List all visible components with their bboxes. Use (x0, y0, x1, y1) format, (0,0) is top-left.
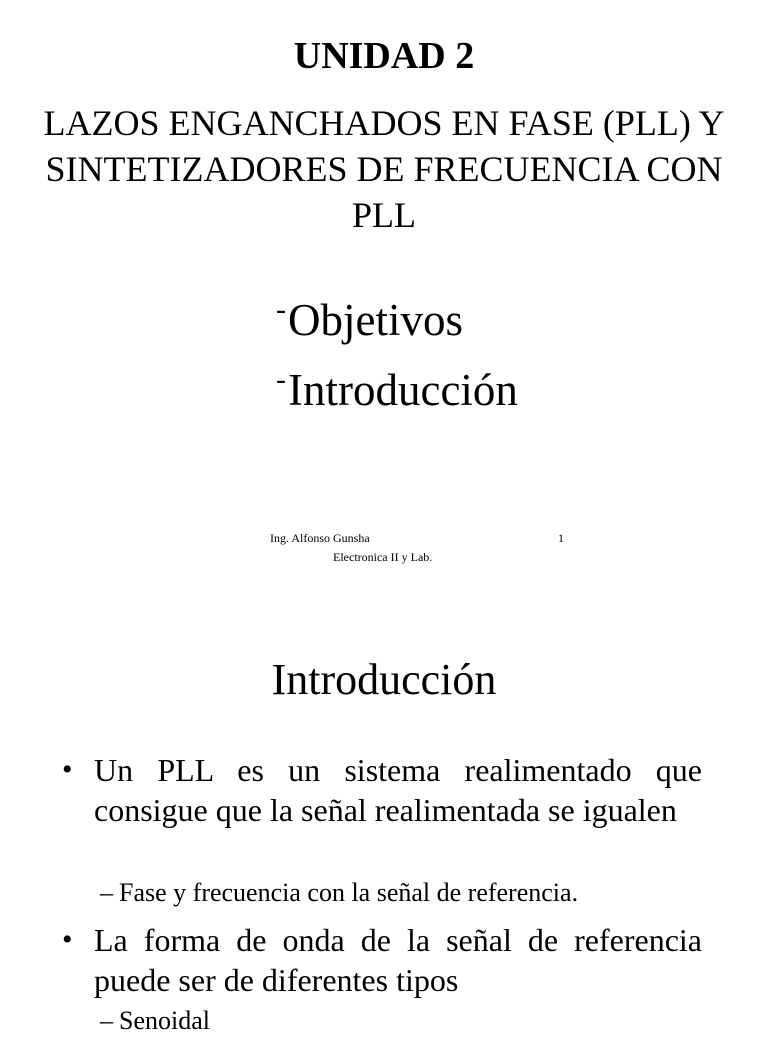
slide-title: Introducción (271, 655, 497, 704)
sub-bullet-dash: – (100, 1006, 113, 1035)
sub-bullet-text: Senoidal (119, 1006, 210, 1035)
bullet-icon: • (62, 753, 73, 786)
footer-author: Ing. Alfonso Gunsha (270, 531, 370, 545)
sub-bullet-item (100, 1005, 720, 1037)
bullet-icon: • (62, 923, 73, 956)
bullet-item (62, 920, 702, 1000)
bullet-text: La forma de onda de la señal de referencia puede ser de diferentes tipos (94, 922, 702, 998)
sub-bullet-item (100, 877, 720, 909)
footer-page-number: 1 (558, 531, 564, 545)
agenda-item-introduccion (276, 350, 518, 420)
agenda-item-objetivos (276, 280, 518, 350)
unit-title: UNIDAD 2 (293, 35, 475, 77)
bullet-text: Un PLL es un sistema realimentado que consigue que la señal realimentada se igualen (94, 752, 702, 828)
agenda-dash: - (276, 363, 286, 396)
agenda-item-label: Introducción (288, 365, 518, 415)
agenda-list (276, 280, 518, 420)
agenda-item-label: Objetivos (288, 295, 463, 345)
bullet-item (62, 750, 702, 830)
footer-course: Electronica II y Lab. (333, 550, 433, 564)
agenda-dash: - (276, 293, 286, 326)
unit-subtitle: LAZOS ENGANCHADOS EN FASE (PLL) Y SINTETIZADORES DE FRECUENCIA CON PLL (43, 103, 725, 235)
sub-bullet-text: Fase y frecuencia con la señal de referencia. (119, 878, 579, 907)
sub-bullet-dash: – (100, 878, 113, 907)
slide-introduccion (0, 600, 768, 1035)
